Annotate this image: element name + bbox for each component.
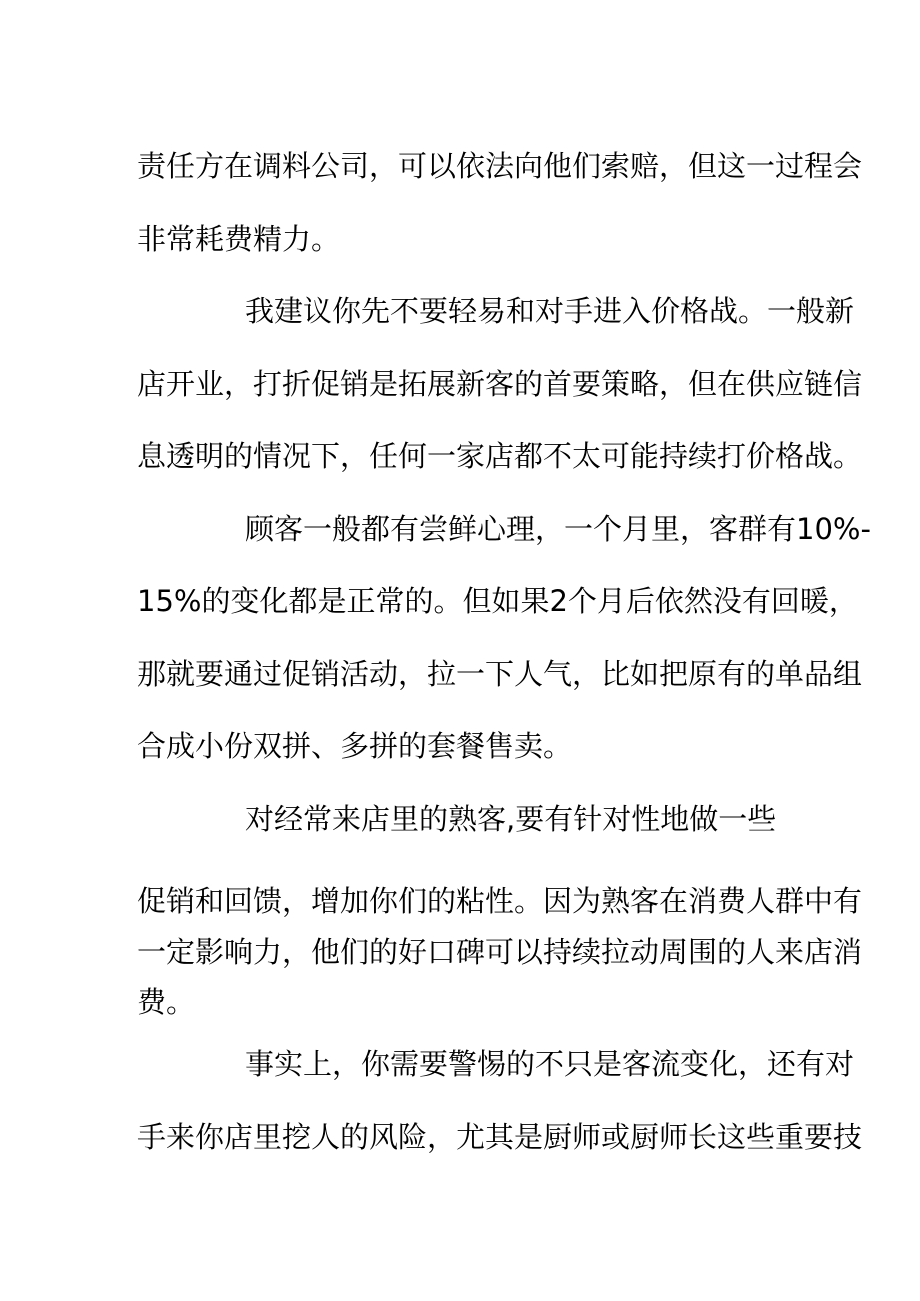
text-line-6: 顾客一般都有尝鲜心理，一个月里，客群有10%- bbox=[245, 512, 871, 546]
text-line-2: 非常耗费精力。 bbox=[137, 222, 341, 256]
text-line-14: 事实上，你需要警惕的不只是客流变化，还有对 bbox=[245, 1047, 855, 1081]
text-line-5: 息透明的情况下，任何一家店都不太可能持续打价格战。 bbox=[137, 439, 863, 473]
text-line-9: 合成小份双拼、多拼的套餐售卖。 bbox=[137, 729, 573, 763]
text-line-7: 15%的变化都是正常的。但如果2个月后依然没有回暖， bbox=[137, 584, 858, 618]
text-line-4: 店开业，打折促销是拓展新客的首要策略，但在供应链信 bbox=[137, 367, 863, 401]
text-line-13: 费。 bbox=[137, 985, 196, 1019]
text-line-3: 我建议你先不要轻易和对手进入价格战。一般新 bbox=[245, 294, 855, 328]
text-line-15: 手来你店里挖人的风险，尤其是厨师或厨师长这些重要技 bbox=[137, 1120, 863, 1154]
text-line-11: 促销和回馈，增加你们的粘性。因为熟客在消费人群中有 bbox=[137, 884, 863, 918]
text-line-12: 一定影响力，他们的好口碑可以持续拉动周围的人来店消 bbox=[137, 935, 863, 969]
text-line-10: 对经常来店里的熟客,要有针对性地做一些 bbox=[245, 802, 777, 836]
text-line-8: 那就要通过促销活动，拉一下人气，比如把原有的单品组 bbox=[137, 657, 863, 691]
text-line-1: 责任方在调料公司，可以依法向他们索赔，但这一过程会 bbox=[137, 149, 863, 183]
